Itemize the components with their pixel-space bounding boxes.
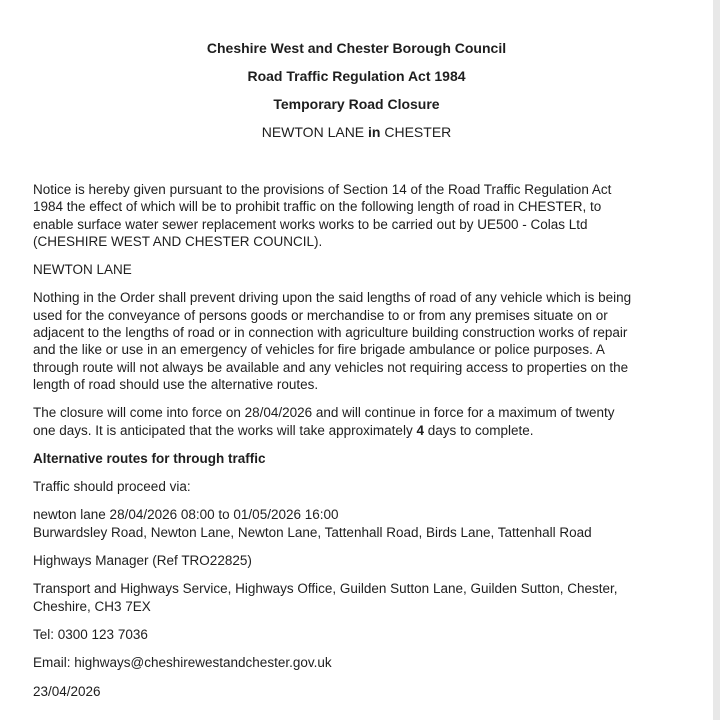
notice-paragraph-line: 1984 the effect of which will be to prohibit traffic on the following length of road in CHESTER, to: [33, 199, 602, 215]
notice-body: [33, 181, 693, 711]
notice-date-line: [33, 683, 693, 700]
address-line: Cheshire, CH3 7EX: [33, 598, 151, 614]
location-bold-word: in: [368, 124, 381, 140]
alt-routes-heading-text: Alternative routes for through traffic: [33, 450, 266, 466]
closure-line2-suffix: days to complete.: [423, 422, 534, 438]
exemptions-paragraph-line: Nothing in the Order shall prevent driving upon the said lengths of road of any vehicle which is being: [33, 290, 632, 306]
closure-duration-days: 4: [416, 422, 424, 438]
exemptions-paragraph: [33, 289, 693, 393]
location-suffix: CHESTER: [380, 124, 452, 140]
telephone-text: Tel: 0300 123 7036: [33, 626, 148, 642]
notice-paragraph-line: Notice is hereby given pursuant to the provisions of Section 14 of the Road Traffic Regulation Act: [33, 182, 612, 197]
notice-paragraph-line: enable surface water sewer replacement works works to be carried out by UE500 - Colas Ltd: [33, 216, 588, 232]
notice-paragraph: [33, 181, 693, 250]
closure-dates-paragraph: [33, 404, 693, 439]
exemptions-paragraph-line: used for the conveyance of persons goods or merchandise to or from any premises situate on or: [33, 307, 608, 323]
proceed-via-text: Traffic should proceed via:: [33, 479, 191, 495]
highways-manager-line: [33, 552, 693, 569]
notice-paragraph-line: (CHESHIRE WEST AND CHESTER COUNCIL).: [33, 233, 323, 249]
schedule-paragraph: [33, 506, 693, 541]
location-title: [0, 118, 713, 146]
exemptions-paragraph-line: through route will not always be available and any vehicles not requiring access to properties on the: [33, 359, 629, 375]
closure-dates-line: [33, 422, 693, 439]
proceed-via-line: [33, 478, 693, 495]
exemptions-paragraph-line: adjacent to the lengths of road or in connection with agriculture building construction works of repair: [33, 325, 628, 341]
road-name-text: NEWTON LANE: [33, 262, 132, 278]
exemptions-paragraph-line: and the like or use in an emergency of vehicles for fire brigade ambulance or police purposes. A: [33, 342, 605, 358]
closure-line2-prefix: one days. It is anticipated that the works will take approximately: [33, 422, 417, 438]
email-text: Email: highways@cheshirewestandchester.gov.uk: [33, 655, 332, 671]
schedule-dates-line: newton lane 28/04/2026 08:00 to 01/05/2026 16:00: [33, 507, 339, 523]
alt-routes-heading: [33, 450, 693, 467]
exemptions-paragraph-line: length of road should use the alternative routes.: [33, 376, 319, 392]
highways-manager-text: Highways Manager (Ref TRO22825): [33, 553, 252, 569]
notice-header: [0, 34, 713, 146]
email-line: [33, 654, 693, 671]
address-paragraph: [33, 580, 693, 615]
road-name: [33, 261, 693, 278]
location-prefix: NEWTON LANE: [261, 124, 369, 140]
telephone-line: [33, 626, 693, 643]
address-line: Transport and Highways Service, Highways Office, Guilden Sutton Lane, Guilden Sutton, Chester,: [33, 581, 618, 597]
notice-type-title: Temporary Road Closure: [273, 96, 440, 112]
council-title: Cheshire West and Chester Borough Council: [206, 40, 507, 56]
act-title: Road Traffic Regulation Act 1984: [247, 68, 466, 84]
notice-date-text: 23/04/2026: [33, 683, 101, 699]
right-edge-strip: [713, 0, 720, 720]
schedule-route-line: Burwardsley Road, Newton Lane, Newton Lane, Tattenhall Road, Birds Lane, Tattenhall Road: [33, 524, 592, 540]
closure-dates-line: The closure will come into force on 28/04/2026 and will continue in force for a maximum of twenty: [33, 405, 615, 421]
